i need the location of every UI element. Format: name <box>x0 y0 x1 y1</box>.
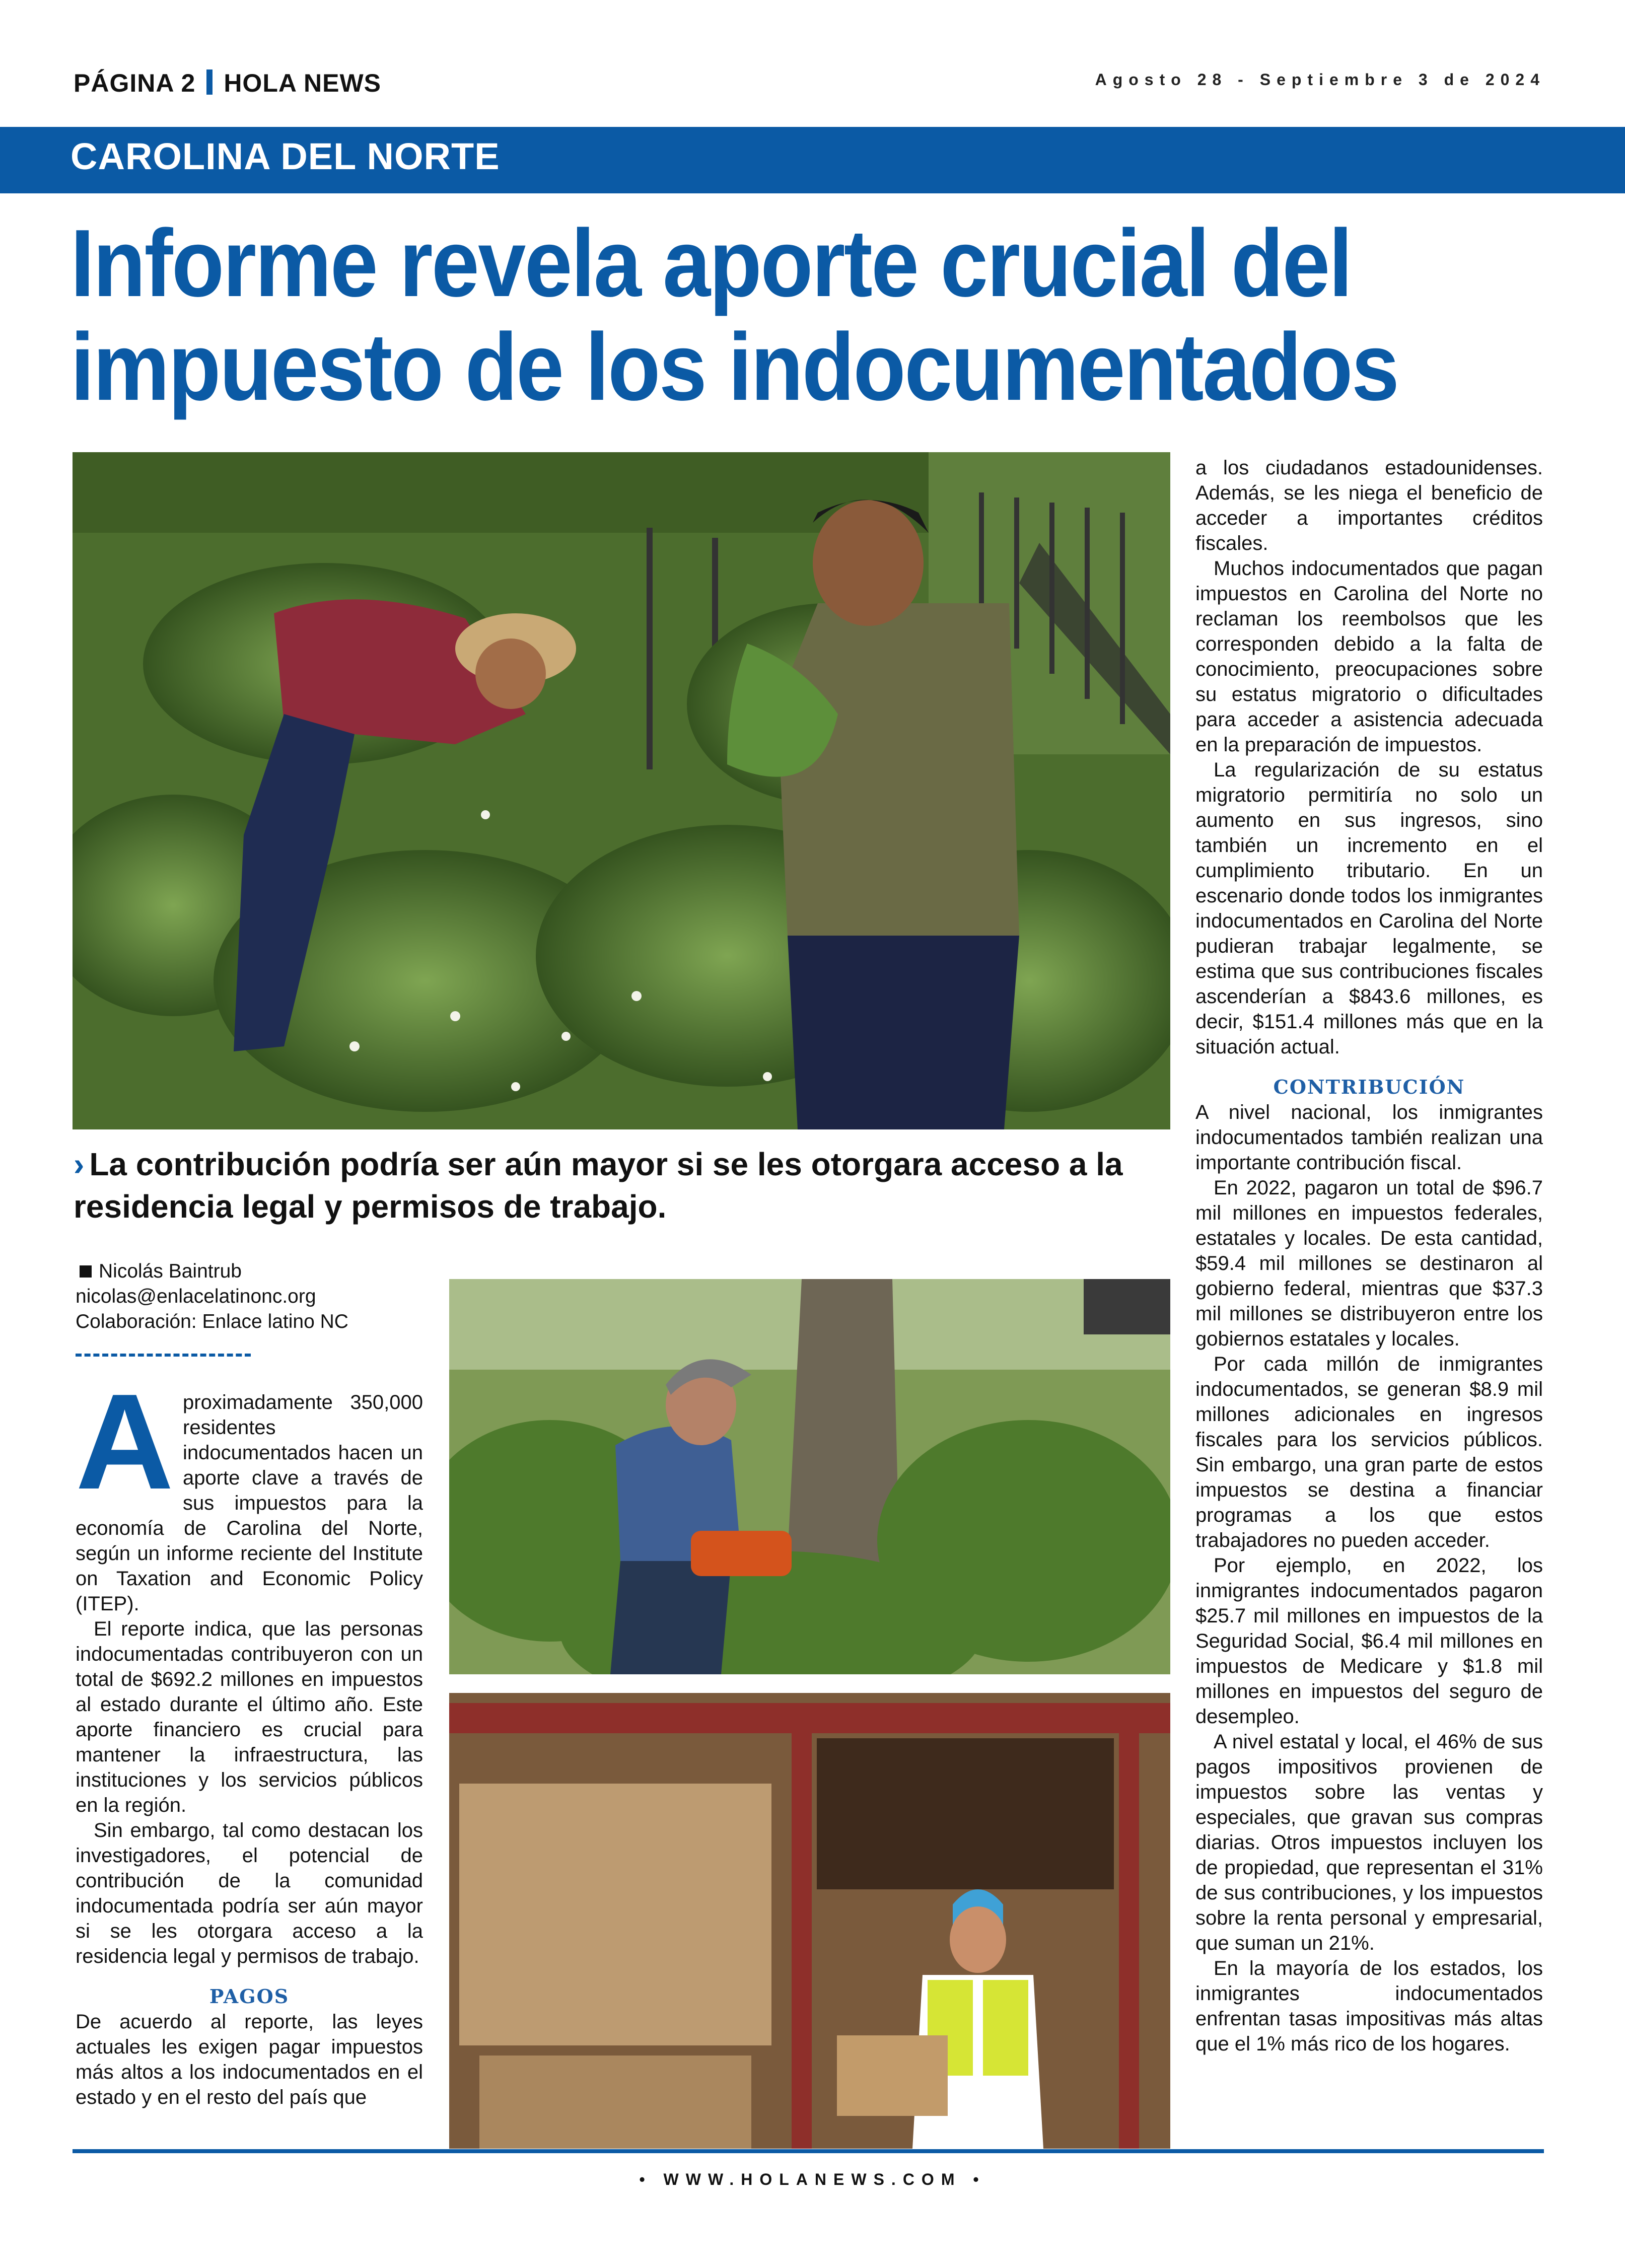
photo-farm-workers <box>73 452 1170 1129</box>
section-label: CAROLINA DEL NORTE <box>70 135 500 177</box>
article-paragraph: La regularización de su estatus migratorio permitiría no solo un aumento en sus ingresos, sino también un incremento en el cumplimiento tributario. En un escenario donde todos los inmigrantes indocumentados en Carolina del Norte pudieran trabajar legalmente, se estima que sus contribuciones fiscales ascenderían a $843.6 millones, es decir, $151.4 millones más que en la situación actual. <box>1195 759 1543 1058</box>
pull-quote <box>74 1143 1171 1228</box>
issue-date: Agosto 28 - Septiembre 3 de 2024 <box>1095 70 1545 89</box>
subheading-pagos: PAGOS <box>209 1985 290 2008</box>
farm-photo-illustration <box>73 452 1170 1129</box>
article-paragraph: El reporte indica, que las personas indocumentadas contribuyeron con un total de $692.2 millones en impuestos al estado durante el último año. Este aporte financiero es crucial para mantener la infraestructura, las instituciones y los servicios públicos en la región. <box>76 1618 423 1816</box>
tree-photo-illustration <box>449 1279 1170 1674</box>
article-column-left <box>76 1366 423 2110</box>
collaboration-credit: Colaboración: Enlace latino NC <box>76 1311 348 1332</box>
photo-warehouse-worker <box>449 1693 1170 2149</box>
article-paragraph: En 2022, pagaron un total de $96.7 mil millones en impuestos federales, estatales y locales. De esta cantidad, $59.4 mil millones se destinaron al gobierno federal, mientras que $37.3 mil millones se distribuyeron entre los gobiernos estatales y locales. <box>1195 1177 1543 1350</box>
subheading-contribucion: CONTRIBUCIÓN <box>1273 1076 1465 1098</box>
author-email: nicolas@enlacelatinonc.org <box>76 1286 316 1307</box>
article-paragraph: En la mayoría de los estados, los inmigrantes indocumentados enfrentan tasas impositivas más altas que el 1% más rico de los hogares. <box>1195 1957 1543 2055</box>
warehouse-photo-illustration <box>449 1693 1170 2149</box>
article-paragraph: Sin embargo, tal como destacan los investigadores, el potencial de contribución de la comunidad indocumentada podría ser aún mayor si se les otorgara acceso a la residencia legal y permisos de trabajo. <box>76 1819 423 1967</box>
header-divider <box>206 69 213 95</box>
byline-square-icon <box>80 1265 92 1278</box>
photo-tree-worker <box>449 1279 1170 1674</box>
author-name: Nicolás Baintrub <box>99 1260 242 1282</box>
byline-divider <box>76 1354 251 1357</box>
article-paragraph: Muchos indocumentados que pagan impuestos en Carolina del Norte no reclaman los reembolsos que les corresponden debido a la falta de conocimiento, preocupaciones sobre su estatus migratorio o dificultades para acceder a asistencia adecuada en la preparación de impuestos. <box>1195 557 1543 756</box>
headline: Informe revela aporte crucial del impuesto de los indocumentados <box>70 210 1398 420</box>
chevron-right-icon: › <box>74 1146 85 1182</box>
article-paragraph: proximadamente 350,000 residentes indocumentados hacen un aporte clave a través de sus impuestos para la economía de Carolina del Norte, según un informe reciente del Institute on Taxation and Economic Policy (ITEP). <box>76 1391 423 1615</box>
footer-rule <box>73 2149 1544 2153</box>
article-paragraph: A nivel estatal y local, el 46% de sus pagos impositivos provienen de impuestos sobre las ventas y especiales, que gravan sus compras diarias. Otros impuestos incluyen los de propiedad, que representan el 31% de sus contribuciones, y los impuestos sobre la renta personal y empresarial, que suman un 21%. <box>1195 1731 1543 1954</box>
publication-name: HOLA NEWS <box>224 69 381 97</box>
drop-cap: A <box>76 1366 174 1518</box>
article-paragraph: Por ejemplo, en 2022, los inmigrantes indocumentados pagaron $25.7 mil millones en impuestos de la Seguridad Social, $6.4 mil millones en impuestos de Medicare y $1.8 mil millones en impuestos del seguro de desempleo. <box>1195 1554 1543 1728</box>
footer-website: • WWW.HOLANEWS.COM • <box>639 2170 986 2188</box>
article-paragraph: Por cada millón de inmigrantes indocumentados, se generan $8.9 mil millones adicionales en ingresos fiscales para los servicios públicos. Sin embargo, una gran parte de estos impuestos se destina a financiar programas a los que estos trabajadores no pueden acceder. <box>1195 1353 1543 1551</box>
page-number: PÁGINA 2 <box>74 69 196 97</box>
article-paragraph: A nivel nacional, los inmigrantes indocumentados también realizan una importante contribución fiscal. <box>1195 1101 1543 1174</box>
page-header <box>74 68 381 98</box>
article-paragraph: a los ciudadanos estadounidenses. Además, se les niega el beneficio de acceder a importantes créditos fiscales. <box>1195 457 1543 554</box>
byline <box>76 1259 428 1334</box>
article-paragraph: De acuerdo al reporte, las leyes actuales les exigen pagar impuestos más altos a los indocumentados en el estado y en el resto del país que <box>76 2011 423 2108</box>
article-column-right <box>1195 455 1543 2057</box>
pull-quote-text: La contribución podría ser aún mayor si se les otorgara acceso a la residencia legal y permisos de trabajo. <box>74 1146 1123 1225</box>
